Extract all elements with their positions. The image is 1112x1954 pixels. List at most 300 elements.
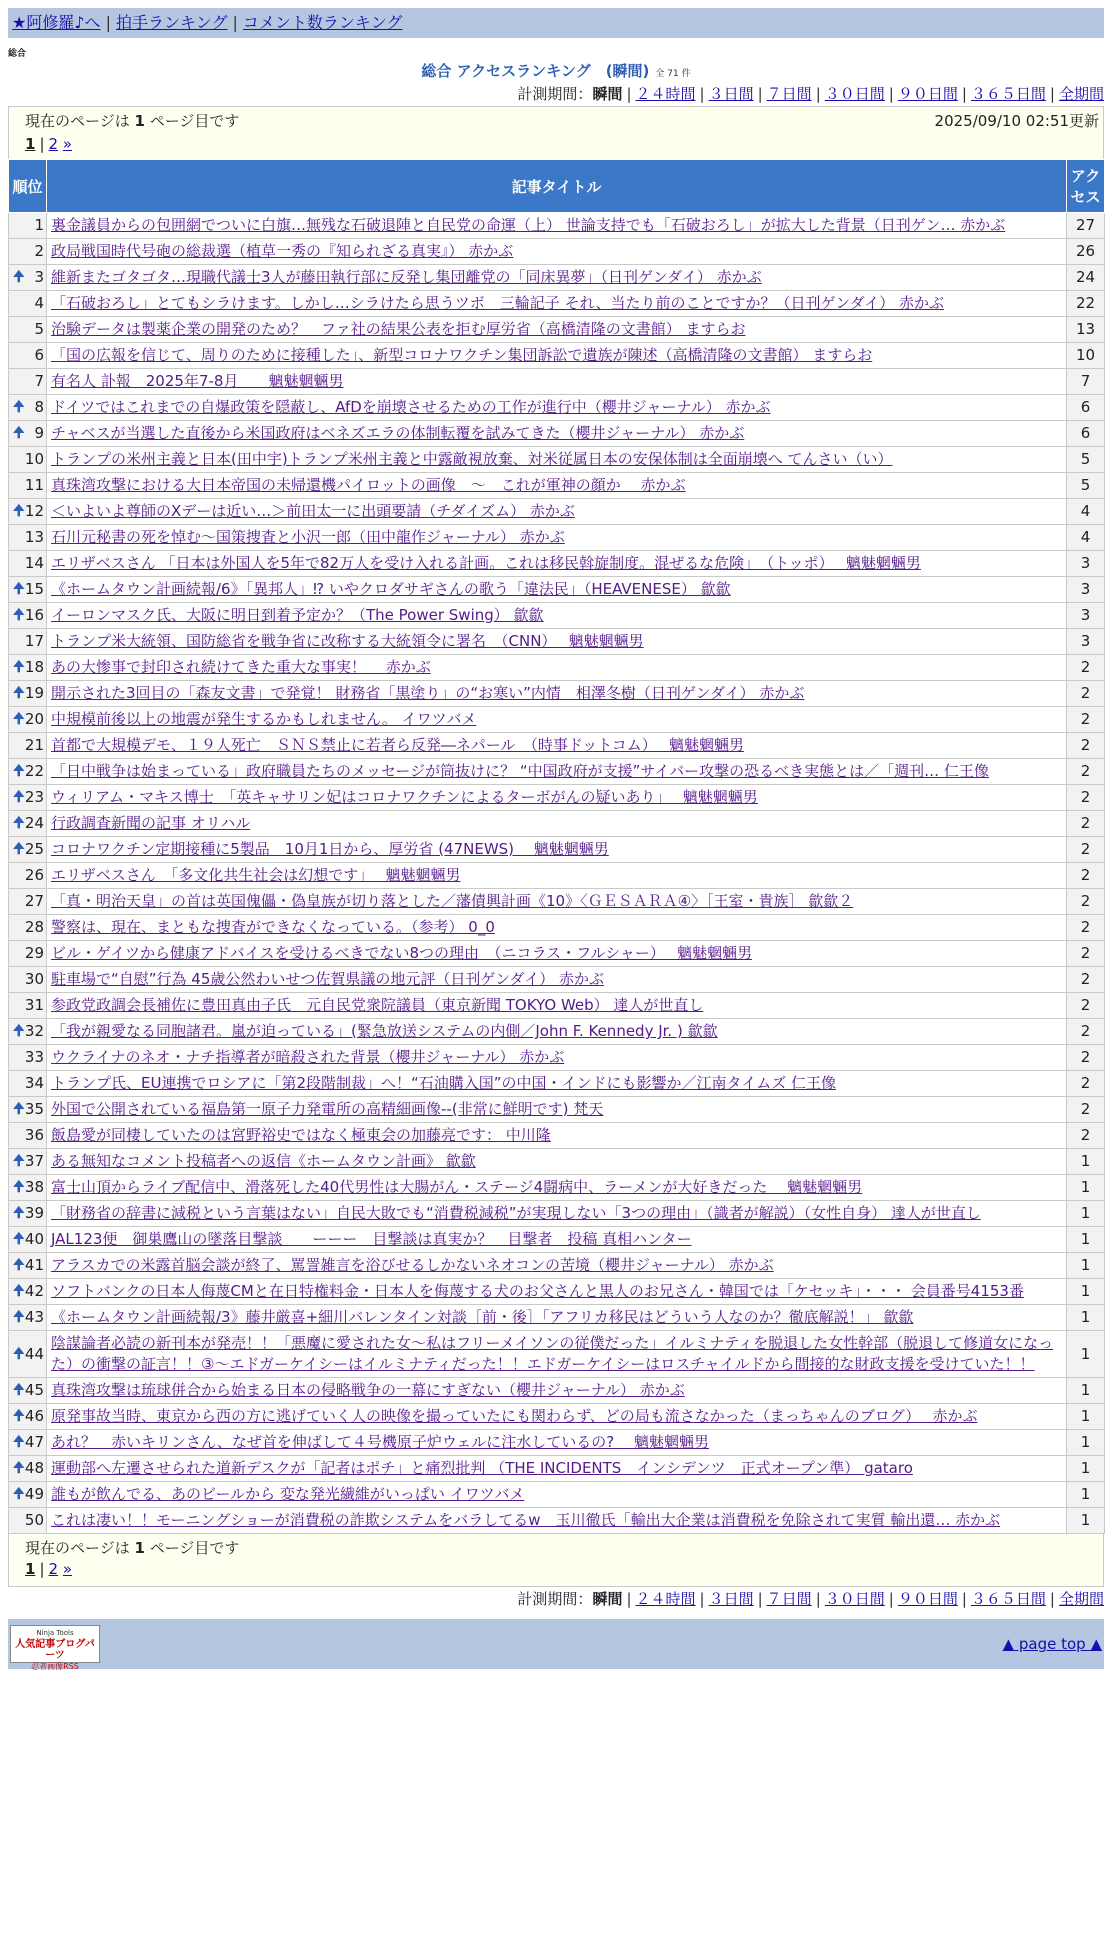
- rank-cell: [9, 1149, 47, 1175]
- rank-number: 30: [24, 970, 44, 988]
- title-cell: [47, 1404, 1067, 1430]
- title-cell: [47, 317, 1067, 343]
- title-cell: [47, 915, 1067, 941]
- period-separator: |: [757, 1590, 763, 1608]
- rank-number: 39: [24, 1204, 44, 1222]
- title-cell: [47, 291, 1067, 317]
- category-label: 総合: [8, 49, 27, 59]
- period-link[interactable]: ３６５日間: [970, 85, 1046, 103]
- period-separator: |: [626, 85, 632, 103]
- access-count: 27: [1067, 213, 1105, 239]
- table-row: [9, 1305, 1105, 1331]
- table-row: [9, 1508, 1105, 1534]
- rank-cell: [9, 1331, 47, 1378]
- rank-number: 48: [24, 1459, 44, 1477]
- article-title-link[interactable]: 有名人 訃報 2025年7-8月 魑魅魍魎男: [51, 372, 344, 390]
- up-arrow-icon: 🠉: [13, 1231, 25, 1247]
- period-link[interactable]: 全期間: [1058, 1590, 1104, 1608]
- rank-number: 10: [24, 450, 44, 468]
- period-separator: |: [815, 1590, 821, 1608]
- home-link[interactable]: ★阿修羅♪へ: [12, 13, 101, 32]
- access-count: 1: [1067, 1482, 1105, 1508]
- up-arrow-icon: 🠉: [13, 1434, 25, 1450]
- rank-number: 28: [24, 918, 44, 936]
- rank-cell: [9, 1253, 47, 1279]
- access-count: 5: [1067, 447, 1105, 473]
- access-count: 2: [1067, 1123, 1105, 1149]
- title-cell: [47, 1456, 1067, 1482]
- next-page-link[interactable]: »: [62, 135, 73, 153]
- period-link[interactable]: ２４時間: [635, 85, 696, 103]
- up-arrow-icon: 🠉: [13, 1460, 25, 1476]
- rank-cell: [9, 1019, 47, 1045]
- title-cell: [47, 1331, 1067, 1378]
- article-title-link[interactable]: ドイツではこれまでの自爆政策を隠蔽し、AfDを崩壊させるための工作が進行中（櫻井ジャーナル） 赤かぶ: [51, 398, 771, 416]
- access-count: 3: [1067, 551, 1105, 577]
- up-arrow-icon: 🠉: [13, 1486, 25, 1502]
- rank-number: 35: [24, 1100, 44, 1118]
- period-separator: |: [699, 1590, 705, 1608]
- article-title-link[interactable]: 裏金議員からの包囲網でついに白旗…無残な石破退陣と自民党の命運（上） 世論支持でも「石破おろし」が拡大した背景（日刊ゲン… 赤かぶ: [51, 216, 1006, 234]
- rank-number: 11: [24, 476, 44, 494]
- table-row: [9, 915, 1105, 941]
- article-title-link[interactable]: 維新またゴタゴタ…現職代議士3人が藤田執行部に反発し集団離党の「同床異夢」（日刊ゲンダイ） 赤かぶ: [51, 268, 762, 286]
- article-title-link[interactable]: ある無知なコメント投稿者への返信《ホームタウン計画》 歙歙: [51, 1152, 476, 1170]
- rank-number: 25: [24, 840, 44, 858]
- period-link[interactable]: ３日間: [708, 85, 754, 103]
- title-cell: [47, 837, 1067, 863]
- article-title-link[interactable]: 中規模前後以上の地震が発生するかもしれません。 イワツバメ: [51, 710, 477, 728]
- article-title-link[interactable]: 首都で大規模デモ、１９人死亡 ＳＮＳ禁止に若者ら反発―ネパール （時事ドットコム） 魑魅魍魎男: [51, 736, 744, 754]
- access-count: 2: [1067, 1071, 1105, 1097]
- rank-cell: [9, 1097, 47, 1123]
- rank-number: 32: [24, 1022, 44, 1040]
- rank-cell: [9, 1123, 47, 1149]
- period-link[interactable]: ７日間: [766, 85, 812, 103]
- rank-cell: [9, 733, 47, 759]
- rank-number: 27: [24, 892, 44, 910]
- page-number-current: 1: [25, 135, 36, 153]
- rank-number: 6: [34, 346, 44, 364]
- nav-separator: |: [232, 13, 238, 32]
- rank-cell: [9, 889, 47, 915]
- article-title-link[interactable]: チャベスが当選した直後から米国政府はベネズエラの体制転覆を試みてきた（櫻井ジャーナル） 赤かぶ: [51, 424, 745, 442]
- table-row: [9, 1045, 1105, 1071]
- title-cell: [47, 499, 1067, 525]
- title-cell: [47, 1045, 1067, 1071]
- rank-number: 22: [24, 762, 44, 780]
- access-count: 1: [1067, 1456, 1105, 1482]
- title-cell: [47, 265, 1067, 291]
- rank-number: 24: [24, 814, 44, 832]
- rank-number: 17: [24, 632, 44, 650]
- table-row: [9, 681, 1105, 707]
- access-count: 2: [1067, 1019, 1105, 1045]
- table-row: [9, 1227, 1105, 1253]
- access-count: 1: [1067, 1331, 1105, 1378]
- rank-cell: [9, 577, 47, 603]
- rank-number: 9: [34, 424, 44, 442]
- rank-number: 14: [24, 554, 44, 572]
- title-cell: [47, 395, 1067, 421]
- article-title-link[interactable]: 《ホームタウン計画続報/6》「異邦人」⁉ いやクロダサギさんの歌う「違法民」（HEAVENESE） 歙歙: [51, 580, 731, 598]
- table-row: [9, 265, 1105, 291]
- up-arrow-icon: 🠉: [13, 763, 25, 779]
- up-arrow-icon: 🠉: [13, 659, 25, 675]
- title-cell: [47, 1508, 1067, 1534]
- access-count: 3: [1067, 629, 1105, 655]
- article-title-link[interactable]: ウクライナのネオ・ナチ指導者が暗殺された背景（櫻井ジャーナル） 赤かぶ: [51, 1048, 565, 1066]
- title-cell: [47, 239, 1067, 265]
- rank-cell: [9, 1378, 47, 1404]
- table-row: [9, 1201, 1105, 1227]
- title-cell: [47, 369, 1067, 395]
- current-page-text: 現在のページは 1 ページ目です: [25, 1539, 240, 1557]
- up-arrow-icon: 🠉: [13, 841, 25, 857]
- article-title-link[interactable]: 行政調査新聞の記事 オリハル: [51, 814, 251, 832]
- article-title-link[interactable]: 「日中戦争は始まっている」政府職員たちのメッセージが筒抜けに？ “中国政府が支援”サイバー攻撃の恐るべき実態とは／「週刊… 仁王像: [51, 762, 989, 780]
- table-row: [9, 967, 1105, 993]
- rank-number: 23: [24, 788, 44, 806]
- title-cell: [47, 785, 1067, 811]
- rank-number: 42: [24, 1282, 44, 1300]
- table-row: [9, 733, 1105, 759]
- article-title-link[interactable]: 治験データは製薬企業の開発のため？ ファ社の結果公表を拒む厚労省（高橋清隆の文書館） ますらお: [51, 320, 746, 338]
- article-title-link[interactable]: アラスカでの米露首脳会談が終了、罵詈雑言を浴びせるしかないネオコンの苦境（櫻井ジャーナル） 赤かぶ: [51, 1256, 774, 1274]
- table-row: [9, 291, 1105, 317]
- rank-cell: [9, 1071, 47, 1097]
- article-title-link[interactable]: 政局戦国時代号砲の総裁選（植草一秀の『知られざる真実』） 赤かぶ: [51, 242, 514, 260]
- table-row: [9, 213, 1105, 239]
- rank-number: 41: [24, 1256, 44, 1274]
- table-row: [9, 655, 1105, 681]
- clap-ranking-link[interactable]: 拍手ランキング: [115, 13, 228, 32]
- page-number-link[interactable]: 2: [48, 1560, 59, 1578]
- article-title-link[interactable]: トランプ米大統領、国防総省を戦争省に改称する大統領令に署名 （CNN） 魑魅魍魎男: [51, 632, 644, 650]
- access-count: 1: [1067, 1253, 1105, 1279]
- access-count: 1: [1067, 1305, 1105, 1331]
- access-count: 6: [1067, 421, 1105, 447]
- period-link[interactable]: ９０日間: [897, 1590, 958, 1608]
- up-arrow-icon: 🠉: [13, 1345, 25, 1362]
- rank-number: 5: [34, 320, 44, 338]
- article-title-link[interactable]: 「国の広報を信じて、周りのために接種した」、新型コロナワクチン集団訴訟で遺族が陳述（高橋清隆の文書館） ますらお: [51, 346, 873, 364]
- article-title-link[interactable]: 警察は、現在、まともな捜査ができなくなっている。（参考） 0_0: [51, 918, 495, 936]
- article-title-link[interactable]: 「我が親愛なる同胞諸君。嵐が迫っている」(緊急放送システムの内側／John F. Kennedy Jr. ) 歙歙: [51, 1022, 718, 1040]
- article-title-link[interactable]: 外国で公開されている福島第一原子力発電所の高精細画像--(非常に鮮明です) 梵天: [51, 1100, 604, 1118]
- article-title-link[interactable]: エリザベスさん 「日本は外国人を5年で82万人を受け入れる計画。これは移民斡旋制度。混ぜるな危険」 （トッポ） 魑魅魍魎男: [51, 554, 921, 572]
- access-count: 2: [1067, 967, 1105, 993]
- page-number-link[interactable]: 2: [48, 135, 59, 153]
- article-title-link[interactable]: コロナワクチン定期接種に5製品 10月1日から、厚労省 (47NEWS) 魑魅魍魎男: [51, 840, 609, 858]
- page-info-top: [8, 106, 1104, 159]
- title-cell: [47, 473, 1067, 499]
- rank-cell: [9, 993, 47, 1019]
- footer: [8, 1619, 1104, 1669]
- title-cell: [47, 941, 1067, 967]
- title-cell: [47, 811, 1067, 837]
- access-count: 13: [1067, 317, 1105, 343]
- page-title: [8, 60, 1104, 82]
- period-selector: [8, 82, 1104, 106]
- table-row: [9, 1404, 1105, 1430]
- rank-number: 2: [34, 242, 44, 260]
- page-top-link[interactable]: ▲ page top ▲: [1002, 1635, 1102, 1653]
- access-count: 4: [1067, 525, 1105, 551]
- access-count: 2: [1067, 1045, 1105, 1071]
- access-count: 1: [1067, 1149, 1105, 1175]
- access-count: 2: [1067, 707, 1105, 733]
- rank-cell: [9, 473, 47, 499]
- rank-cell: [9, 1456, 47, 1482]
- up-arrow-icon: 🠉: [13, 1179, 25, 1195]
- access-count: 2: [1067, 759, 1105, 785]
- rank-cell: [9, 603, 47, 629]
- period-link[interactable]: ２４時間: [635, 1590, 696, 1608]
- page-separator: |: [39, 1560, 45, 1578]
- top-navigation: [8, 8, 1104, 38]
- rank-cell: [9, 1508, 47, 1534]
- access-count: 3: [1067, 603, 1105, 629]
- up-arrow-icon: 🠉: [13, 1257, 25, 1273]
- rank-cell: [9, 1305, 47, 1331]
- page-number-current: 1: [25, 1560, 36, 1578]
- period-link[interactable]: 全期間: [1058, 85, 1104, 103]
- title-cell: [47, 889, 1067, 915]
- access-count: 2: [1067, 733, 1105, 759]
- title-cell: [47, 1097, 1067, 1123]
- rank-cell: [9, 525, 47, 551]
- table-row: [9, 785, 1105, 811]
- comment-ranking-link[interactable]: コメント数ランキング: [242, 13, 403, 32]
- page-separator: |: [39, 135, 45, 153]
- rank-number: 16: [24, 606, 44, 624]
- period-separator: |: [626, 1590, 632, 1608]
- title-cell: [47, 447, 1067, 473]
- article-title-link[interactable]: 富士山頂からライブ配信中、滑落死した40代男性は大腸がん・ステージ4闘病中、ラーメンが大好きだった 魑魅魍魎男: [51, 1178, 863, 1196]
- title-cell: [47, 993, 1067, 1019]
- period-link[interactable]: ３０日間: [824, 1590, 885, 1608]
- rank-number: 33: [24, 1048, 44, 1066]
- article-title-link[interactable]: ＜いよいよ尊師のXデーは近い…＞前田太一に出頭要請（チダイズム） 赤かぶ: [51, 502, 575, 520]
- article-title-link[interactable]: 駐車場で“自慰”行為 45歳公然わいせつ佐賀県議の地元評（日刊ゲンダイ） 赤かぶ: [51, 970, 604, 988]
- article-title-link[interactable]: 陰謀論者必読の新刊本が発売！！「悪魔に愛された女～私はフリーメイソンの従僕だった」イルミナティを脱退した女性幹部（脱退して修道女になった）の衝撃の証言！！③～エドガーケイシーはイルミナティだった！！エドガーケイシーはロスチャイルドから間接的な財政支援を受けていた！！: [51, 1334, 1054, 1373]
- period-separator: |: [888, 85, 894, 103]
- access-count: 2: [1067, 681, 1105, 707]
- period-link[interactable]: ３６５日間: [970, 1590, 1046, 1608]
- rank-header: 順位: [9, 160, 47, 213]
- table-row: [9, 1097, 1105, 1123]
- article-title-link[interactable]: 運動部へ左遷させられた道新デスクが「記者はポチ」と痛烈批判 （THE INCIDENTS インシデンツ 正式オープン準） gataro: [51, 1459, 913, 1477]
- page-info-bottom: [8, 1534, 1104, 1587]
- title-cell: [47, 1430, 1067, 1456]
- title-cell: [47, 1378, 1067, 1404]
- article-title-link[interactable]: JAL123便 御巣鷹山の墜落目撃談 ーーー 目撃談は真実か？ 目撃者 投稿 真相ハンター: [51, 1230, 692, 1248]
- table-row: [9, 1175, 1105, 1201]
- rank-number: 8: [34, 398, 44, 416]
- article-title-link[interactable]: 「真・明治天皇」の首は英国傀儡・偽皇族が切り落とした／藩債興計画《10》〈ＧＥＳＡＲＡ④〉［王室・貴族］ 歙歙２: [51, 892, 854, 910]
- access-count: 2: [1067, 785, 1105, 811]
- article-title-link[interactable]: 飯島愛が同棲していたのは宮野裕史ではなく極東会の加藤亮です： 中川隆: [51, 1126, 551, 1144]
- period-separator: |: [888, 1590, 894, 1608]
- rank-number: 7: [34, 372, 44, 390]
- table-row: [9, 473, 1105, 499]
- table-row: [9, 1456, 1105, 1482]
- title-cell: [47, 603, 1067, 629]
- rank-cell: [9, 499, 47, 525]
- table-row: [9, 941, 1105, 967]
- rank-cell: [9, 811, 47, 837]
- rank-number: 44: [24, 1344, 44, 1363]
- article-title-link[interactable]: 石川元秘書の死を悼む～国策捜査と小沢一郎（田中龍作ジャーナル） 赤かぶ: [51, 528, 565, 546]
- table-row: [9, 1279, 1105, 1305]
- up-arrow-icon: 🠉: [13, 1153, 25, 1169]
- period-label: 計測期間：: [517, 85, 593, 103]
- rank-cell: [9, 317, 47, 343]
- rank-number: 49: [24, 1485, 44, 1503]
- up-arrow-icon: 🠉: [13, 789, 25, 805]
- article-title-link[interactable]: 原発事故当時、東京から西の方に逃げていく人の映像を撮っていたにも関わらず、どの局も流さなかった（まっちゃんのブログ） 赤かぶ: [51, 1407, 978, 1425]
- table-header-row: [9, 160, 1105, 213]
- title-cell: [47, 655, 1067, 681]
- title-cell: [47, 1201, 1067, 1227]
- title-cell: [47, 525, 1067, 551]
- up-arrow-icon: 🠉: [13, 503, 25, 519]
- table-row: [9, 1253, 1105, 1279]
- title-cell: [47, 551, 1067, 577]
- access-count: 2: [1067, 655, 1105, 681]
- rank-number: 50: [24, 1511, 44, 1529]
- rank-cell: [9, 915, 47, 941]
- table-row: [9, 759, 1105, 785]
- period-current: 瞬間: [592, 85, 623, 103]
- rank-number: 47: [24, 1433, 44, 1451]
- up-arrow-icon: 🠉: [13, 1023, 25, 1039]
- article-title-link[interactable]: 開示された3回目の「森友文書」で発覚！ 財務省「黒塗り」の“お寒い”内情 相澤冬樹（日刊ゲンダイ） 赤かぶ: [51, 684, 805, 702]
- up-arrow-icon: 🠉: [13, 815, 25, 831]
- access-count: 1: [1067, 1279, 1105, 1305]
- access-count: 22: [1067, 291, 1105, 317]
- article-title-link[interactable]: あの大惨事で封印され続けてきた重大な事実！ 赤かぶ: [51, 658, 431, 676]
- period-label: 計測期間：: [517, 1590, 593, 1608]
- article-title-link[interactable]: イーロンマスク氏、大阪に明日到着予定か？（The Power Swing） 歙歙: [51, 606, 544, 624]
- next-page-link[interactable]: »: [62, 1560, 73, 1578]
- rank-cell: [9, 837, 47, 863]
- article-title-link[interactable]: 《ホームタウン計画続報/3》藤井厳喜+細川バレンタイン対談［前・後］「アフリカ移民はどういう人なのか？徹底解説！」 歙歙: [51, 1308, 914, 1326]
- access-count: 5: [1067, 473, 1105, 499]
- table-row: [9, 1071, 1105, 1097]
- title-cell: [47, 577, 1067, 603]
- access-count: 2: [1067, 889, 1105, 915]
- up-arrow-icon: 🠉: [13, 399, 25, 415]
- table-row: [9, 629, 1105, 655]
- article-title-link[interactable]: トランプの米州主義と日本(田中宇)トランプ米州主義と中露敵視放棄、対米従属日本の安保体制は全面崩壊へ てんさい（い）: [51, 450, 893, 468]
- period-separator: |: [1049, 1590, 1055, 1608]
- title-cell: [47, 1279, 1067, 1305]
- rank-number: 4: [34, 294, 44, 312]
- article-title-link[interactable]: 真珠湾攻撃における大日本帝国の未帰還機パイロットの画像 ～ これが軍神の顔か 赤かぶ: [51, 476, 686, 494]
- article-title-link[interactable]: トランプ氏、EU連携でロシアに「第2段階制裁」へ！“石油購入国”の中国・インドにも影響か／江南タイムズ 仁王像: [51, 1074, 837, 1092]
- rank-number: 19: [24, 684, 44, 702]
- period-selector: [8, 1587, 1104, 1611]
- article-title-link[interactable]: あれ？ 赤いキリンさん、なぜ首を伸ばして４号機原子炉ウェルに注水しているの? 魑魅魍魎男: [51, 1433, 710, 1451]
- up-arrow-icon: 🠉: [13, 269, 25, 285]
- access-count: 10: [1067, 343, 1105, 369]
- period-link[interactable]: ３０日間: [824, 85, 885, 103]
- table-row: [9, 603, 1105, 629]
- up-arrow-icon: 🠉: [13, 1205, 25, 1221]
- ninja-tools-badge[interactable]: Ninja Tools 人気記事ブログパーツ 忍者画像RSS: [10, 1625, 100, 1663]
- rank-cell: [9, 213, 47, 239]
- period-link[interactable]: ３日間: [708, 1590, 754, 1608]
- article-title-link[interactable]: 誰もが飲んでる、あのビールから 変な発光繊維がいっぱい イワツバメ: [51, 1485, 525, 1503]
- article-title-link[interactable]: 参政党政調会長補佐に豊田真由子氏 元自民党衆院議員（東京新聞 TOKYO Web） 達人が世直し: [51, 996, 704, 1014]
- article-title-link[interactable]: ソフトバンクの日本人侮蔑CMと在日特権料金・日本人を侮蔑する犬のお父さんと黒人のお兄さん・韓国では「ケセッキ」・・・ 会員番号4153番: [51, 1282, 1024, 1300]
- rank-cell: [9, 941, 47, 967]
- rank-cell: [9, 967, 47, 993]
- access-count: 26: [1067, 239, 1105, 265]
- table-row: [9, 993, 1105, 1019]
- access-count: 2: [1067, 1097, 1105, 1123]
- rank-cell: [9, 863, 47, 889]
- table-row: [9, 343, 1105, 369]
- table-row: [9, 1123, 1105, 1149]
- table-row: [9, 707, 1105, 733]
- access-count: 7: [1067, 369, 1105, 395]
- article-title-link[interactable]: エリザベスさん 「多文化共生社会は幻想です」 魑魅魍魎男: [51, 866, 461, 884]
- ranking-table: [8, 159, 1105, 1534]
- article-title-link[interactable]: これは凄い！！モーニングショーが消費税の詐欺システムをバラしてるw 玉川徹氏「輸出大企業は消費税を免除されて実質 輸出還… 赤かぶ: [51, 1511, 1001, 1529]
- rank-cell: [9, 551, 47, 577]
- access-header: アクセス: [1067, 160, 1105, 213]
- table-row: [9, 1378, 1105, 1404]
- title-cell: [47, 759, 1067, 785]
- rank-cell: [9, 759, 47, 785]
- title-cell: [47, 733, 1067, 759]
- article-title-link[interactable]: 「石破おろし」とてもシラけます。しかし…シラけたら思うツボ 三輪記子 それ、当たり前のことですか？（日刊ゲンダイ） 赤かぶ: [51, 294, 945, 312]
- article-title-link[interactable]: ビル・ゲイツから健康アドバイスを受けるべきでない8つの理由 （ニコラス・フルシャー） 魑魅魍魎男: [51, 944, 753, 962]
- article-title-link[interactable]: ウィリアム・マキス博士 「英キャサリン妃はコロナワクチンによるターボがんの疑いあり」 魑魅魍魎男: [51, 788, 758, 806]
- ranking-title: 総合 アクセスランキング (瞬間): [421, 62, 650, 80]
- rank-number: 38: [24, 1178, 44, 1196]
- period-separator: |: [815, 85, 821, 103]
- pagination: [25, 133, 1099, 155]
- title-cell: [47, 1123, 1067, 1149]
- article-title-link[interactable]: 真珠湾攻撃は琉球併合から始まる日本の侵略戦争の一幕にすぎない（櫻井ジャーナル） 赤かぶ: [51, 1381, 685, 1399]
- period-separator: |: [699, 85, 705, 103]
- up-arrow-icon: 🠉: [13, 607, 25, 623]
- up-arrow-icon: 🠉: [13, 425, 25, 441]
- rank-cell: [9, 291, 47, 317]
- table-row: [9, 863, 1105, 889]
- rank-number: 37: [24, 1152, 44, 1170]
- access-count: 2: [1067, 837, 1105, 863]
- rank-cell: [9, 1482, 47, 1508]
- page: [8, 8, 1104, 1669]
- title-cell: [47, 863, 1067, 889]
- access-count: 2: [1067, 941, 1105, 967]
- rank-cell: [9, 707, 47, 733]
- table-row: [9, 577, 1105, 603]
- rank-cell: [9, 629, 47, 655]
- table-row: [9, 1430, 1105, 1456]
- period-current: 瞬間: [592, 1590, 623, 1608]
- title-cell: [47, 707, 1067, 733]
- period-link[interactable]: ７日間: [766, 1590, 812, 1608]
- period-link[interactable]: ９０日間: [897, 85, 958, 103]
- article-title-link[interactable]: 「財務省の辞書に減税という言葉はない」自民大敗でも“消費税減税”が実現しない「3つの理由」（識者が解説）（女性自身） 達人が世直し: [51, 1204, 981, 1222]
- rank-number: 34: [24, 1074, 44, 1092]
